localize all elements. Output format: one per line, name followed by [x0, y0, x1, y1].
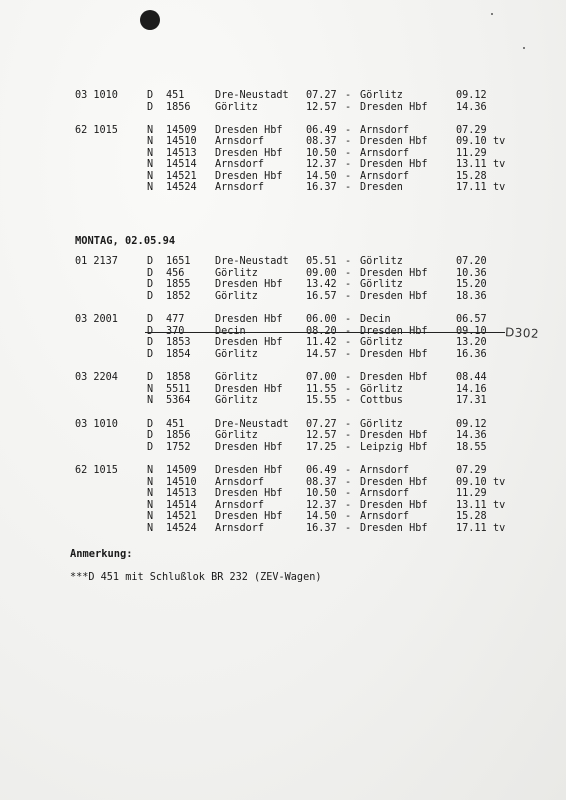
cell-to: Dresden Hbf — [360, 476, 428, 488]
cell-loco: 62 1015 — [75, 124, 118, 136]
timetable-row — [0, 102, 566, 114]
cell-dep: 06.00 — [306, 314, 337, 325]
timetable-row — [0, 314, 566, 326]
cell-arr: 15.28 — [456, 170, 487, 182]
cell-cls: D — [147, 430, 154, 441]
timetable-row — [0, 279, 566, 291]
cell-nr: 14513 — [166, 488, 197, 499]
cell-from: Arnsdorf — [215, 499, 265, 511]
cell-dep: 10.50 — [306, 488, 337, 499]
cell-dep: 06.49 — [306, 124, 337, 136]
cell-cls: N — [147, 488, 154, 499]
cell-nr: 5511 — [166, 383, 191, 395]
cell-dep: 11.55 — [306, 383, 337, 395]
cell-from: Görlitz — [215, 267, 258, 279]
cell-arr: 18.55 — [456, 441, 487, 453]
cell-nr: 1856 — [166, 430, 191, 441]
cell-dep: 17.25 — [306, 441, 337, 453]
cell-loco: 01 2137 — [75, 256, 118, 267]
cell-to: Decin — [360, 314, 391, 325]
cell-cls: D — [147, 267, 154, 279]
timetable-row — [0, 90, 566, 102]
cell-from: Görlitz — [215, 101, 258, 113]
timetable-row — [0, 500, 566, 512]
timetable-row — [0, 349, 566, 361]
cell-dep: 13.42 — [306, 279, 337, 290]
cell-cls: N — [147, 476, 154, 488]
cell-nr: 1853 — [166, 337, 191, 348]
cell-cls: D — [147, 101, 154, 113]
cell-cls: N — [147, 395, 154, 406]
cell-cls: D — [147, 90, 154, 101]
cell-to: Görlitz — [360, 90, 403, 101]
cell-from: Arnsdorf — [215, 476, 265, 488]
cell-dep: 11.42 — [306, 337, 337, 348]
cell-dep: 08.37 — [306, 476, 337, 488]
cell-arr: 09.10 — [456, 476, 487, 488]
cell-arr: 13.20 — [456, 337, 487, 348]
cell-cls: N — [147, 522, 154, 534]
cell-dep: 09.00 — [306, 267, 337, 279]
paper-speck — [523, 47, 525, 49]
cell-from: Dre-Neustadt — [215, 418, 289, 430]
cell-cls: N — [147, 136, 154, 147]
cell-dep: 16.37 — [306, 182, 337, 193]
timetable-row — [0, 256, 566, 268]
cell-arr: 06.57 — [456, 314, 487, 325]
cell-cls: D — [147, 372, 154, 383]
cell-dash: - — [345, 511, 352, 522]
cell-dep: 16.57 — [306, 290, 337, 302]
cell-from: Arnsdorf — [215, 182, 265, 193]
cell-arr: 07.29 — [456, 124, 487, 136]
remarks-text: ***D 451 mit Schlußlok BR 232 (ZEV-Wagen) — [70, 572, 322, 583]
cell-nr: 1651 — [166, 256, 191, 267]
timetable-row — [0, 148, 566, 160]
cell-dash: - — [345, 372, 352, 383]
timetable-row — [0, 442, 566, 454]
cell-to: Arnsdorf — [360, 465, 410, 476]
cell-nr: 456 — [166, 267, 185, 279]
timetable-row — [0, 326, 566, 338]
cell-cls: N — [147, 159, 154, 170]
cell-nr: 451 — [166, 418, 185, 430]
cell-to: Dresden Hbf — [360, 267, 428, 279]
cell-dash: - — [345, 476, 352, 488]
cell-nr: 1854 — [166, 348, 191, 360]
cell-dep: 14.50 — [306, 170, 337, 182]
cell-arr: 14.16 — [456, 383, 487, 395]
cell-dep: 16.37 — [306, 522, 337, 534]
cell-cls: D — [147, 337, 154, 348]
cell-loco: 03 1010 — [75, 90, 118, 101]
cell-cls: N — [147, 170, 154, 182]
cell-arr: 07.20 — [456, 256, 487, 267]
cell-from: Dresden Hbf — [215, 314, 283, 325]
cell-note: tv — [493, 522, 506, 534]
timetable-row — [0, 523, 566, 535]
cell-from: Arnsdorf — [215, 522, 265, 534]
cell-cls: N — [147, 147, 154, 159]
cell-note: tv — [493, 476, 506, 488]
cell-from: Dresden Hbf — [215, 465, 283, 476]
cell-nr: 1752 — [166, 441, 191, 453]
cell-loco: 03 2204 — [75, 372, 118, 383]
timetable-row — [0, 159, 566, 171]
cell-to: Dresden Hbf — [360, 499, 428, 511]
cell-from: Dresden Hbf — [215, 337, 283, 348]
cell-dash: - — [345, 441, 352, 453]
cell-to: Leipzig Hbf — [360, 441, 428, 453]
cell-dep: 06.49 — [306, 465, 337, 476]
cell-arr: 10.36 — [456, 267, 487, 279]
cell-dep: 12.57 — [306, 101, 337, 113]
cell-from: Dre-Neustadt — [215, 256, 289, 267]
cell-arr: 17.11 — [456, 182, 487, 193]
cell-cls: N — [147, 499, 154, 511]
cell-loco: 62 1015 — [75, 465, 118, 476]
cell-to: Dresden Hbf — [360, 348, 428, 360]
cell-nr: 1856 — [166, 101, 191, 113]
timetable-row — [0, 291, 566, 303]
cell-arr: 07.29 — [456, 465, 487, 476]
cell-arr: 18.36 — [456, 290, 487, 302]
cell-cls: N — [147, 511, 154, 522]
cell-dash: - — [345, 124, 352, 136]
cell-arr: 15.28 — [456, 511, 487, 522]
punch-hole — [140, 10, 160, 30]
cell-nr: 1852 — [166, 290, 191, 302]
cell-note: tv — [493, 136, 506, 147]
timetable-row — [0, 171, 566, 183]
cell-nr: 14524 — [166, 182, 197, 193]
cell-to: Dresden Hbf — [360, 372, 428, 383]
cell-dep: 10.50 — [306, 147, 337, 159]
cell-to: Dresden Hbf — [360, 430, 428, 441]
cell-to: Arnsdorf — [360, 147, 410, 159]
cell-from: Dresden Hbf — [215, 170, 283, 182]
timetable-row — [0, 372, 566, 384]
cell-nr: 14521 — [166, 511, 197, 522]
timetable-row — [0, 268, 566, 280]
cell-nr: 14521 — [166, 170, 197, 182]
cell-cls: N — [147, 124, 154, 136]
cell-from: Görlitz — [215, 395, 258, 406]
cell-dash: - — [345, 465, 352, 476]
timetable-row — [0, 384, 566, 396]
cell-cls: D — [147, 418, 154, 430]
cell-arr: 17.31 — [456, 395, 487, 406]
cell-arr: 08.44 — [456, 372, 487, 383]
cell-to: Görlitz — [360, 337, 403, 348]
cell-from: Dresden Hbf — [215, 488, 283, 499]
timetable-row — [0, 182, 566, 194]
cell-dash: - — [345, 395, 352, 406]
cell-dep: 08.37 — [306, 136, 337, 147]
cell-dash: - — [345, 314, 352, 325]
cell-loco: 03 1010 — [75, 418, 118, 430]
cell-nr: 14510 — [166, 476, 197, 488]
cell-to: Dresden — [360, 182, 403, 193]
cell-from: Arnsdorf — [215, 136, 265, 147]
cell-dep: 05.51 — [306, 256, 337, 267]
cell-dash: - — [345, 267, 352, 279]
cell-to: Arnsdorf — [360, 124, 410, 136]
cell-nr: 14514 — [166, 499, 197, 511]
cell-nr: 14524 — [166, 522, 197, 534]
cell-to: Arnsdorf — [360, 511, 410, 522]
cell-to: Görlitz — [360, 256, 403, 267]
cell-dash: - — [345, 279, 352, 290]
cell-from: Arnsdorf — [215, 159, 265, 170]
remarks-heading: Anmerkung: — [70, 548, 133, 560]
timetable-row — [0, 488, 566, 500]
cell-dash: - — [345, 101, 352, 113]
cell-cls: D — [147, 290, 154, 302]
cell-from: Görlitz — [215, 290, 258, 302]
cell-arr: 14.36 — [456, 101, 487, 113]
cell-dash: - — [345, 522, 352, 534]
cell-dash: - — [345, 348, 352, 360]
cell-from: Görlitz — [215, 348, 258, 360]
cell-from: Görlitz — [215, 372, 258, 383]
cell-note: tv — [493, 159, 506, 170]
cell-nr: 14513 — [166, 147, 197, 159]
timetable-row — [0, 395, 566, 407]
cell-cls: D — [147, 348, 154, 360]
cell-arr: 16.36 — [456, 348, 487, 360]
cell-cls: N — [147, 182, 154, 193]
cell-arr: 17.11 — [456, 522, 487, 534]
paper-speck — [491, 13, 493, 15]
cell-dash: - — [345, 337, 352, 348]
cell-from: Dresden Hbf — [215, 147, 283, 159]
cell-dash: - — [345, 182, 352, 193]
cell-dash: - — [345, 499, 352, 511]
cell-nr: 451 — [166, 90, 185, 101]
cell-dash: - — [345, 159, 352, 170]
cell-arr: 11.29 — [456, 147, 487, 159]
cell-to: Cottbus — [360, 395, 403, 406]
cell-nr: 14514 — [166, 159, 197, 170]
cell-cls: D — [147, 256, 154, 267]
cell-to: Dresden Hbf — [360, 290, 428, 302]
cell-to: Görlitz — [360, 279, 403, 290]
cell-cls: D — [147, 279, 154, 290]
cell-dep: 12.37 — [306, 499, 337, 511]
cell-cls: D — [147, 314, 154, 325]
cell-arr: 09.10 — [456, 136, 487, 147]
cell-dep: 12.57 — [306, 430, 337, 441]
cell-dep: 07.27 — [306, 418, 337, 430]
cell-dash: - — [345, 136, 352, 147]
cell-nr: 1858 — [166, 372, 191, 383]
cell-arr: 11.29 — [456, 488, 487, 499]
cell-dash: - — [345, 170, 352, 182]
cell-dash: - — [345, 147, 352, 159]
cell-from: Dresden Hbf — [215, 511, 283, 522]
cell-nr: 14509 — [166, 465, 197, 476]
strikethrough-line — [145, 332, 505, 333]
cell-to: Arnsdorf — [360, 488, 410, 499]
timetable-row — [0, 511, 566, 523]
cell-nr: 14509 — [166, 124, 197, 136]
cell-to: Dresden Hbf — [360, 136, 428, 147]
cell-dash: - — [345, 256, 352, 267]
cell-from: Dresden Hbf — [215, 124, 283, 136]
timetable-row — [0, 477, 566, 489]
cell-from: Görlitz — [215, 430, 258, 441]
cell-from: Dresden Hbf — [215, 383, 283, 395]
cell-note: tv — [493, 182, 506, 193]
timetable-row — [0, 465, 566, 477]
timetable-row — [0, 337, 566, 349]
cell-to: Dresden Hbf — [360, 101, 428, 113]
handwritten-annotation: D302 — [504, 325, 540, 341]
cell-nr: 14510 — [166, 136, 197, 147]
cell-from: Dresden Hbf — [215, 441, 283, 453]
timetable-row — [0, 136, 566, 148]
cell-cls: N — [147, 383, 154, 395]
cell-nr: 477 — [166, 314, 185, 325]
cell-dash: - — [345, 90, 352, 101]
cell-dash: - — [345, 488, 352, 499]
cell-dep: 14.50 — [306, 511, 337, 522]
cell-arr: 09.12 — [456, 418, 487, 430]
cell-to: Dresden Hbf — [360, 159, 428, 170]
cell-arr: 14.36 — [456, 430, 487, 441]
cell-nr: 1855 — [166, 279, 191, 290]
cell-dash: - — [345, 290, 352, 302]
cell-loco: 03 2001 — [75, 314, 118, 325]
cell-to: Dresden Hbf — [360, 522, 428, 534]
cell-from: Dre-Neustadt — [215, 90, 289, 101]
cell-to: Görlitz — [360, 418, 403, 430]
cell-arr: 13.11 — [456, 499, 487, 511]
cell-arr: 15.20 — [456, 279, 487, 290]
day-heading: MONTAG, 02.05.94 — [75, 235, 176, 247]
cell-to: Arnsdorf — [360, 170, 410, 182]
cell-dep: 15.55 — [306, 395, 337, 406]
cell-note: tv — [493, 499, 506, 511]
cell-dep: 14.57 — [306, 348, 337, 360]
cell-dep: 12.37 — [306, 159, 337, 170]
cell-dash: - — [345, 430, 352, 441]
cell-from: Dresden Hbf — [215, 279, 283, 290]
cell-dash: - — [345, 383, 352, 395]
cell-arr: 09.12 — [456, 90, 487, 101]
timetable-row — [0, 430, 566, 442]
cell-dep: 07.00 — [306, 372, 337, 383]
cell-nr: 5364 — [166, 395, 191, 406]
cell-arr: 13.11 — [456, 159, 487, 170]
cell-dep: 07.27 — [306, 90, 337, 101]
cell-cls: N — [147, 465, 154, 476]
timetable-row — [0, 125, 566, 137]
cell-to: Görlitz — [360, 383, 403, 395]
cell-cls: D — [147, 441, 154, 453]
cell-dash: - — [345, 418, 352, 430]
timetable-row — [0, 419, 566, 431]
